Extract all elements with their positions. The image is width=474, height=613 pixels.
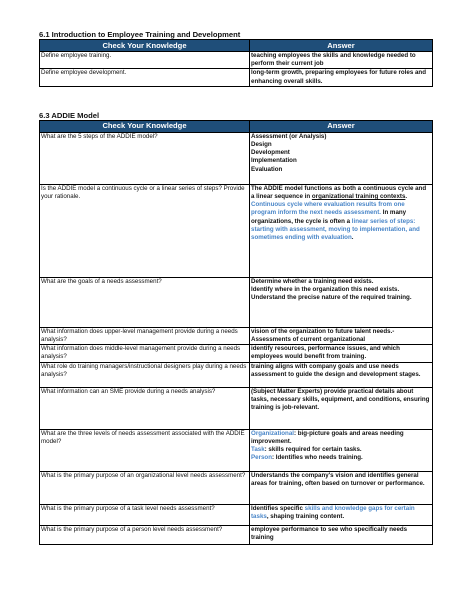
level-label-task: Task (251, 446, 265, 454)
question-cell: What information can an SME provide during a needs analysis? (40, 387, 250, 429)
answer-text-highlight: skills and knowledge gaps for certain tasks (251, 504, 415, 520)
answer-cell: identify resources, performance issues, and which employees would benefit from training. (250, 345, 433, 362)
level-label-organizational: Organizational (251, 429, 294, 437)
answer-text: In many organizations, the cycle is often a (251, 209, 407, 225)
answer-line: Development (251, 149, 290, 157)
column-header-answer: Answer (250, 40, 433, 52)
answer-cell: (Subject Matter Experts) provide practical details about tasks, necessary skills, equipment, and conditions, ensuring training is job-relevant. (250, 387, 433, 429)
table-row (40, 327, 433, 344)
question-cell: What information does upper-level management provide during a needs analysis? (40, 327, 250, 344)
table-row (40, 471, 433, 504)
question-cell: What role do training managers/instructional designers play during a needs analysis? (40, 362, 250, 387)
answer-cell (250, 429, 433, 471)
question-cell: Define employee development. (40, 69, 250, 86)
table-row (40, 277, 433, 327)
table-row (40, 184, 433, 277)
question-cell: Define employee training. (40, 52, 250, 69)
question-cell: What are the goals of a needs assessment? (40, 277, 250, 327)
answer-line: Understand the precise nature of the required training. (251, 294, 412, 302)
question-cell: What is the primary purpose of a task level needs assessment? (40, 504, 250, 525)
table-row (40, 504, 433, 525)
answer-text: : big-picture goals and areas needing improvement. (251, 429, 404, 445)
answer-cell: training aligns with company goals and use needs assessment to guide the design and development stages. (250, 362, 433, 387)
answer-cell (250, 132, 433, 184)
answer-text: . (405, 193, 408, 201)
knowledge-table-intro (39, 39, 433, 87)
table-row (40, 525, 433, 544)
table-row (40, 345, 433, 362)
answer-cell (250, 184, 433, 277)
answer-text-highlight: Continuous cycle where evaluation results from one program inform the next needs assessment. (251, 201, 405, 217)
answer-text: : skills required for certain tasks. (264, 446, 362, 454)
answer-line: Design (251, 141, 272, 149)
answer-text: Identifies specific (251, 504, 305, 512)
answer-line: Assessment (or Analysis) (251, 132, 327, 140)
table-row (40, 69, 433, 86)
column-header-answer: Answer (250, 120, 433, 132)
table-row (40, 132, 433, 184)
question-cell: What is the primary purpose of an organizational level needs assessment? (40, 471, 250, 504)
answer-text-highlight: linear series of steps: starting with assessment, moving to implementation, and sometimes ending with evaluation (251, 217, 420, 242)
answer-line: Identify where in the organization this need exists. (251, 286, 400, 294)
question-cell: What information does middle-level management provide during a needs analysis? (40, 345, 250, 362)
knowledge-table-addie (39, 120, 433, 545)
answer-text: . (351, 234, 354, 242)
answer-line: Evaluation (251, 165, 283, 173)
level-label-person: Person (251, 454, 272, 462)
question-cell: Is the ADDIE model a continuous cycle or a linear series of steps? Provide your rationale. (40, 184, 250, 277)
table-row (40, 429, 433, 471)
answer-text: The ADDIE model functions as both a continuous cycle and a linear sequence in (251, 184, 427, 201)
answer-text-underlined: organizational training contexts (311, 193, 406, 201)
question-cell: What are the three levels of needs assessment associated with the ADDIE model? (40, 429, 250, 471)
answer-cell (250, 277, 433, 327)
question-cell: What is the primary purpose of a person level needs assessment? (40, 525, 250, 544)
section-title-intro: 6.1 Introduction to Employee Training and Development (39, 30, 241, 39)
answer-cell: long-term growth, preparing employees for future roles and enhancing overall skills. (250, 69, 433, 86)
column-header-question: Check Your Knowledge (40, 40, 250, 52)
column-header-question: Check Your Knowledge (40, 120, 250, 132)
answer-text: , shaping training content. (266, 512, 345, 520)
answer-line: Determine whether a training need exists. (251, 277, 374, 285)
answer-line: Implementation (251, 157, 297, 165)
table-header-row (40, 40, 433, 52)
answer-cell (250, 504, 433, 525)
answer-cell: employee performance to see who specifically needs training (250, 525, 433, 544)
answer-cell: Understands the company's vision and identifies general areas for training, often based on turnover or performance. (250, 471, 433, 504)
table-row (40, 362, 433, 387)
section-title-addie: 6.3 ADDIE Model (39, 110, 100, 120)
question-cell: What are the 5 steps of the ADDIE model? (40, 132, 250, 184)
answer-text: : Identifies who needs training. (271, 454, 363, 462)
answer-cell: vision of the organization to future talent needs.- Assessments of current organizational (250, 327, 433, 344)
table-row (40, 387, 433, 429)
table-row (40, 52, 433, 69)
table-header-row (40, 120, 433, 132)
document-page (39, 30, 432, 545)
answer-cell: teaching employees the skills and knowledge needed to perform their current job (250, 52, 433, 69)
